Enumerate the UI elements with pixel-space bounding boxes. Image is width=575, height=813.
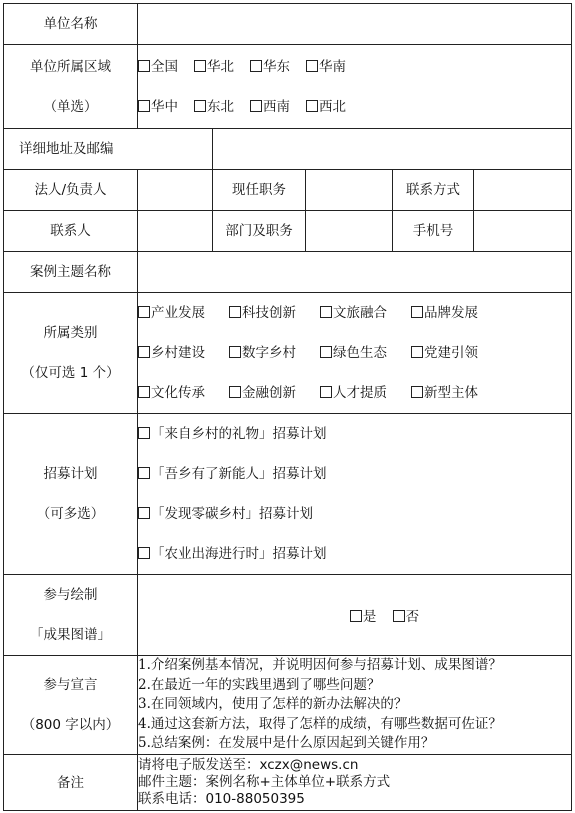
category-option[interactable]: 人才提质 [320, 373, 411, 413]
checkbox-icon[interactable] [306, 100, 318, 112]
plan-option-zero-carbon[interactable]: 「发现零碳乡村」招募计划 [138, 494, 571, 534]
checkbox-icon[interactable] [350, 610, 362, 622]
checkbox-icon[interactable] [229, 386, 241, 398]
case-title-label: 案例主题名称 [4, 252, 138, 293]
category-option[interactable]: 数字乡村 [229, 333, 320, 373]
recruit-label: 招募计划 [43, 466, 98, 482]
remarks-email: 请将电子版发送至：xczx@news.cn [138, 757, 359, 773]
checkbox-icon[interactable] [138, 60, 150, 72]
category-option[interactable]: 文化传承 [138, 373, 229, 413]
contact-method-field[interactable] [474, 170, 572, 211]
checkbox-icon[interactable] [194, 100, 206, 112]
plan-option-talent[interactable]: 「吾乡有了新能人」招募计划 [138, 454, 571, 494]
checkbox-icon[interactable] [138, 386, 150, 398]
category-option[interactable]: 金融创新 [229, 373, 320, 413]
declaration-label-cell [4, 656, 138, 755]
checkbox-icon[interactable] [229, 306, 241, 318]
checkbox-icon[interactable] [138, 427, 150, 439]
checkbox-icon[interactable] [194, 60, 206, 72]
region-option-huanan[interactable]: 华南 [306, 47, 362, 87]
draw-label: 参与绘制 [43, 587, 98, 603]
category-option[interactable]: 产业发展 [138, 293, 229, 333]
address-field[interactable] [213, 129, 572, 170]
checkbox-icon[interactable] [138, 100, 150, 112]
unit-name-field[interactable] [138, 4, 572, 45]
checkbox-icon[interactable] [250, 60, 262, 72]
region-note: （单选） [43, 98, 98, 115]
category-row-1 [138, 293, 571, 333]
category-option[interactable]: 绿色生态 [320, 333, 411, 373]
draw-label-cell [4, 575, 138, 656]
checkbox-icon[interactable] [393, 610, 405, 622]
current-position-field[interactable] [306, 170, 393, 211]
checkbox-icon[interactable] [320, 386, 332, 398]
plan-option-gift[interactable]: 「来自乡村的礼物」招募计划 [138, 414, 571, 454]
region-option-xinan[interactable]: 西南 [250, 87, 306, 127]
category-row-2 [138, 333, 571, 373]
region-label: 单位所属区域 [30, 58, 111, 75]
recruit-label-cell [4, 414, 138, 575]
category-note: （仅可选 1 个） [21, 365, 120, 381]
declaration-questions [138, 656, 572, 755]
region-row-2 [138, 87, 571, 127]
declaration-label: 参与宣言 [43, 677, 98, 693]
question-item: 5.总结案例：在发展中是什么原因起到关键作用？ [138, 735, 435, 752]
contact-person-label: 联系人 [4, 211, 138, 252]
checkbox-icon[interactable] [411, 306, 423, 318]
checkbox-icon[interactable] [138, 306, 150, 318]
region-option-huadong[interactable]: 华东 [250, 47, 306, 87]
checkbox-icon[interactable] [250, 100, 262, 112]
recruit-note: （可多选） [36, 506, 105, 522]
legal-person-field[interactable] [138, 170, 213, 211]
checkbox-icon[interactable] [138, 346, 150, 358]
question-item: 1.介绍案例基本情况，并说明因何参与招募计划、成果图谱？ [138, 657, 502, 674]
mobile-field[interactable] [474, 211, 572, 252]
checkbox-icon[interactable] [138, 507, 150, 519]
department-field[interactable] [306, 211, 393, 252]
remarks-label: 备注 [4, 755, 138, 811]
region-label-cell [4, 45, 138, 129]
no-option[interactable]: 否 [393, 605, 420, 625]
checkbox-icon[interactable] [411, 346, 423, 358]
checkbox-icon[interactable] [138, 547, 150, 559]
mobile-label: 手机号 [393, 211, 474, 252]
region-option-huabei[interactable]: 华北 [194, 47, 250, 87]
question-item: 3.在同领域内，使用了怎样的新办法解决的？ [138, 696, 408, 713]
question-item: 2.在最近一年的实践里遇到了哪些问题？ [138, 676, 381, 693]
region-row-1 [138, 47, 571, 87]
category-label: 所属类别 [43, 325, 98, 341]
checkbox-icon[interactable] [411, 386, 423, 398]
remarks-subject: 邮件主题：案例名称+主体单位+联系方式 [138, 774, 391, 790]
question-item: 4.通过这套新方法，取得了怎样的成绩，有哪些数据可佐证？ [138, 715, 502, 732]
region-option-xibei[interactable]: 西北 [306, 87, 362, 127]
yes-option[interactable]: 是 [350, 605, 377, 625]
region-options [138, 45, 572, 129]
checkbox-icon[interactable] [320, 346, 332, 358]
unit-name-label: 单位名称 [4, 4, 138, 45]
checkbox-icon[interactable] [320, 306, 332, 318]
department-label: 部门及职务 [213, 211, 306, 252]
category-row-3 [138, 373, 571, 413]
category-option[interactable]: 科技创新 [229, 293, 320, 333]
declaration-note: （800 字以内） [21, 717, 120, 733]
application-form-table [3, 3, 572, 811]
current-position-label: 现任职务 [213, 170, 306, 211]
region-option-huazhong[interactable]: 华中 [138, 87, 194, 127]
address-label: 详细地址及邮编 [4, 129, 213, 170]
checkbox-icon[interactable] [306, 60, 318, 72]
contact-method-label: 联系方式 [393, 170, 474, 211]
region-option-dongbei[interactable]: 东北 [194, 87, 250, 127]
case-title-field[interactable] [138, 252, 572, 293]
region-option-quanguo[interactable]: 全国 [138, 47, 194, 87]
draw-options [138, 575, 572, 656]
category-option[interactable]: 新型主体 [411, 373, 502, 413]
category-option[interactable]: 文旅融合 [320, 293, 411, 333]
category-options [138, 293, 572, 414]
checkbox-icon[interactable] [138, 467, 150, 479]
draw-note: 「成果图谱」 [30, 627, 111, 643]
category-option[interactable]: 党建引领 [411, 333, 502, 373]
remarks-phone: 联系电话：010-88050395 [138, 791, 305, 807]
category-label-cell [4, 293, 138, 414]
recruit-plan-options [138, 414, 572, 575]
contact-person-field[interactable] [138, 211, 213, 252]
plan-option-overseas[interactable]: 「农业出海进行时」招募计划 [138, 534, 571, 574]
remarks-content [138, 755, 572, 811]
legal-person-label: 法人/负责人 [4, 170, 138, 211]
checkbox-icon[interactable] [229, 346, 241, 358]
category-option[interactable]: 乡村建设 [138, 333, 229, 373]
category-option[interactable]: 品牌发展 [411, 293, 502, 333]
